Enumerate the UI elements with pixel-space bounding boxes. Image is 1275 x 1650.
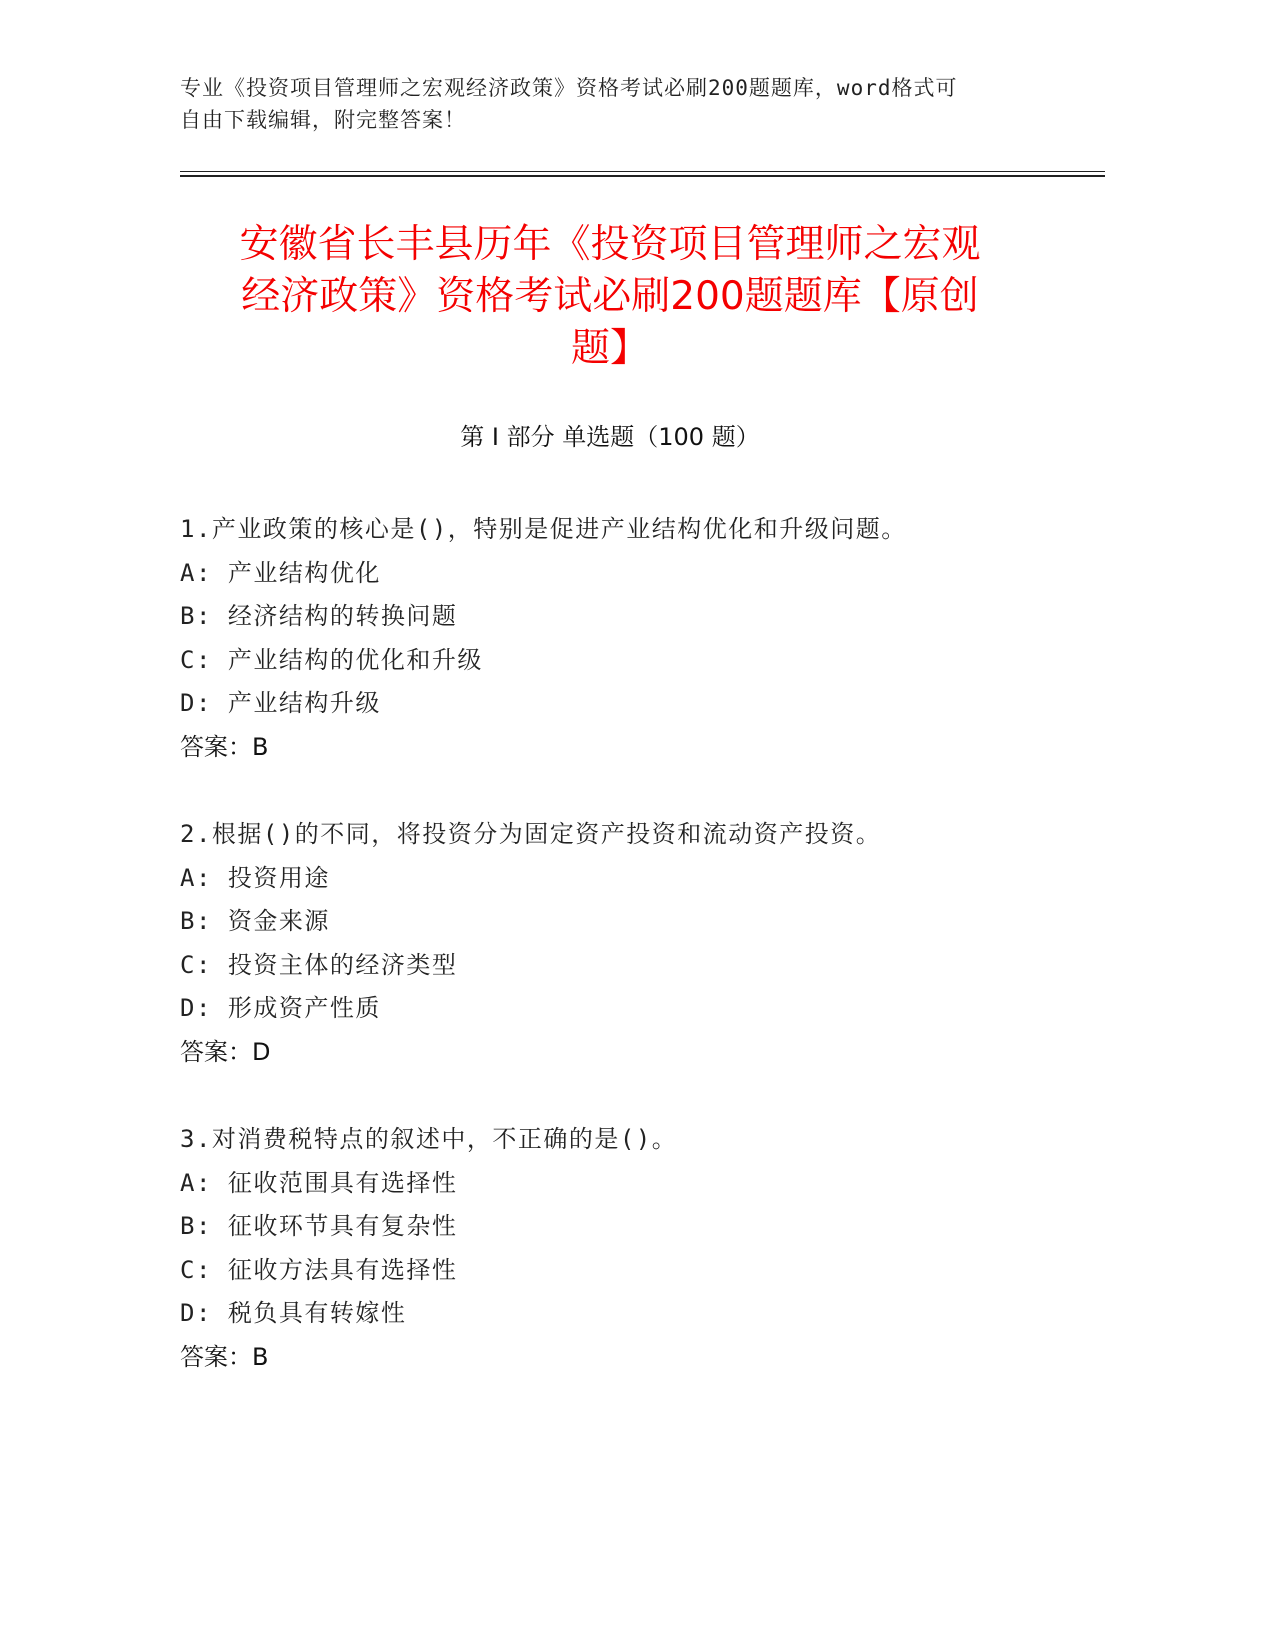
answer-line: 答案：B	[180, 1342, 269, 1371]
option-d: D: 税负具有转嫁性	[180, 1299, 407, 1327]
option-b: B: 资金来源	[180, 907, 330, 935]
option-c: C: 产业结构的优化和升级	[180, 645, 483, 674]
option-c: C: 征收方法具有选择性	[180, 1255, 458, 1284]
section-heading: 第 I 部分 单选题（100 题）	[460, 423, 760, 451]
document-intro	[180, 72, 1040, 136]
option-d: D: 产业结构升级	[180, 689, 381, 717]
option-b: B: 征收环节具有复杂性	[180, 1212, 458, 1240]
intro-line-1: 专业《投资项目管理师之宏观经济政策》资格考试必刷200题题库，word格式可	[180, 76, 958, 100]
question-2	[180, 813, 1100, 1074]
header-divider-thin	[180, 171, 1105, 172]
header-divider-thick	[180, 175, 1105, 177]
title-line-2: 经济政策》资格考试必刷200题题库【原创	[241, 274, 979, 319]
question-list	[180, 508, 1100, 1423]
option-b: B: 经济结构的转换问题	[180, 602, 458, 630]
option-a: A: 征收范围具有选择性	[180, 1168, 458, 1197]
answer-line: 答案：D	[180, 1037, 271, 1066]
question-stem: 2.根据()的不同，将投资分为固定资产投资和流动资产投资。	[180, 820, 882, 848]
question-3	[180, 1118, 1100, 1379]
intro-line-2: 自由下载编辑，附完整答案！	[180, 108, 466, 132]
option-d: D: 形成资产性质	[180, 994, 381, 1022]
title-line-3: 题】	[570, 326, 649, 371]
question-stem: 1.产业政策的核心是()，特别是促进产业结构优化和升级问题。	[180, 515, 907, 543]
option-a: A: 产业结构优化	[180, 558, 381, 587]
document-title	[180, 219, 1040, 375]
answer-line: 答案：B	[180, 732, 269, 761]
option-a: A: 投资用途	[180, 863, 330, 892]
question-1	[180, 508, 1100, 769]
title-line-1: 安徽省长丰县历年《投资项目管理师之宏观	[239, 222, 981, 267]
option-c: C: 投资主体的经济类型	[180, 950, 458, 979]
question-stem: 3.对消费税特点的叙述中，不正确的是()。	[180, 1125, 678, 1153]
